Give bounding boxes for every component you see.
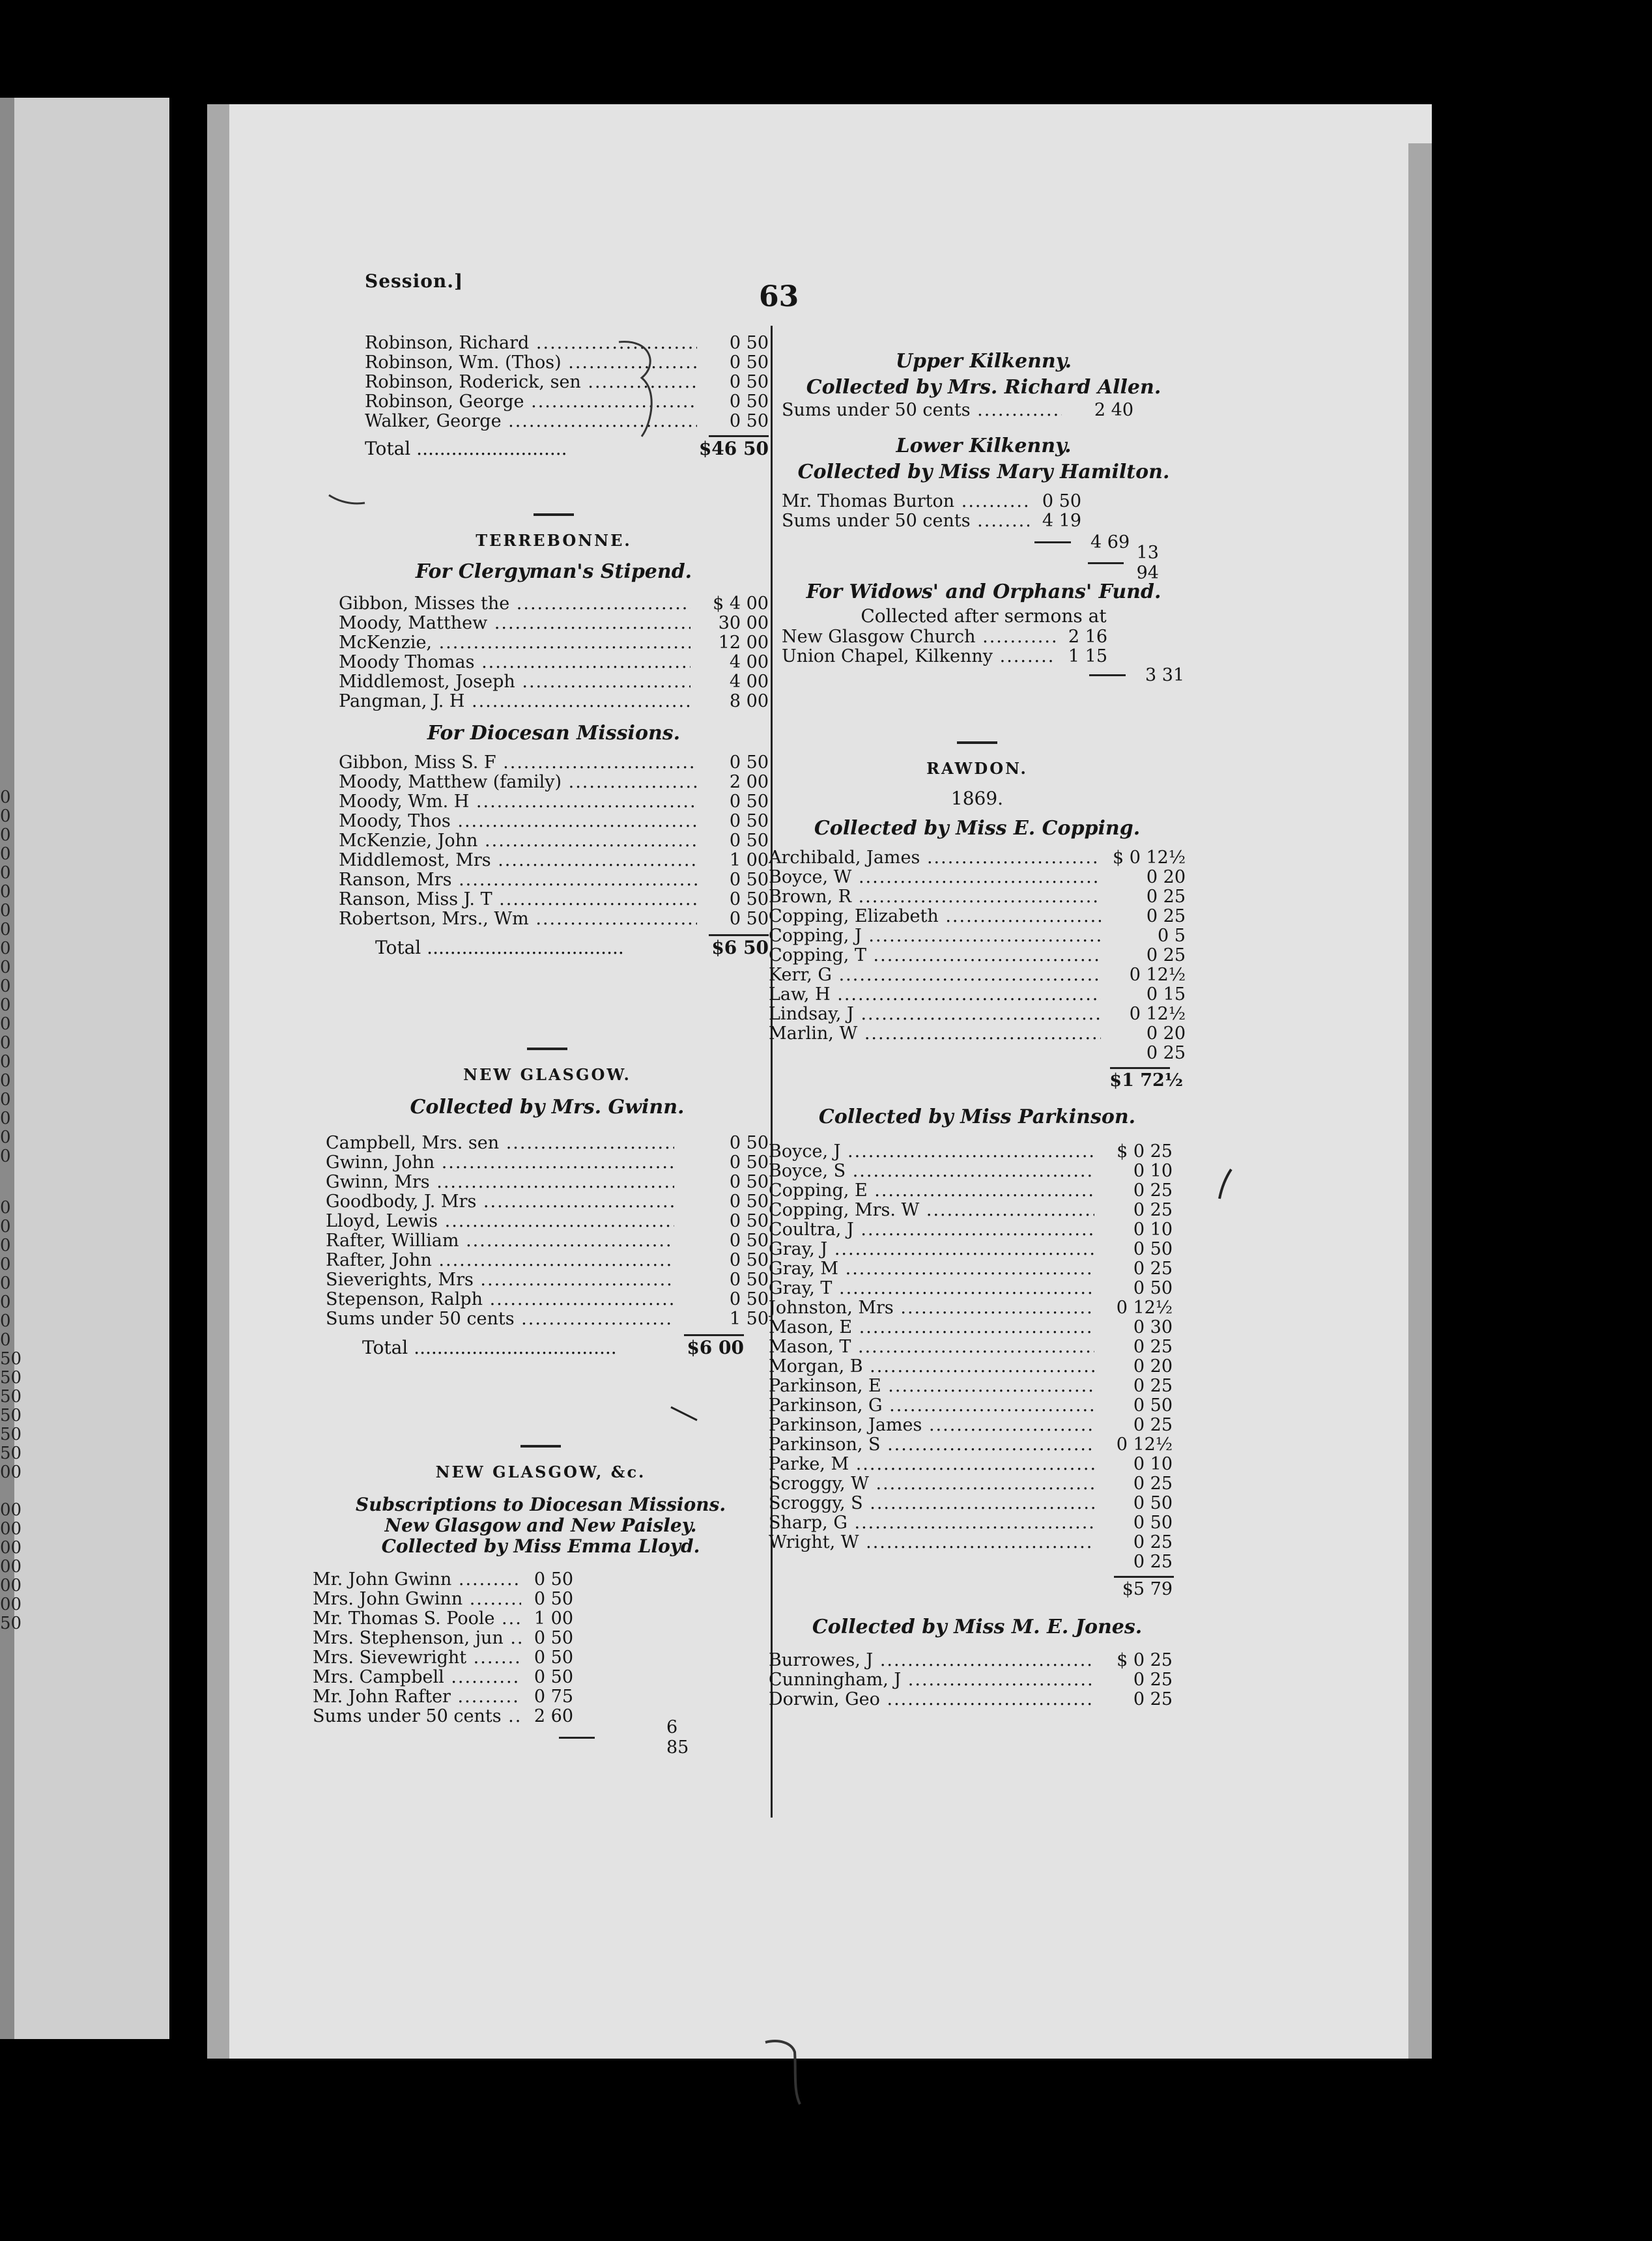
total-amount: 3 31 <box>1145 664 1185 685</box>
entry-amount: 0 12½ <box>1116 1298 1173 1318</box>
margin-figure: 50 <box>0 1425 22 1444</box>
margin-figure: 50 <box>0 1444 22 1463</box>
entry-amount: 1 00 <box>534 1608 573 1629</box>
entry-amount: 2 60 <box>534 1706 573 1726</box>
margin-figure: 00 <box>0 1463 22 1482</box>
margin-figure: 0 <box>0 1071 11 1091</box>
entry-amount: 0 50 <box>534 1667 573 1687</box>
subtotal-amount: 4 69 <box>1090 532 1130 552</box>
entry-amount: $ 0 25 <box>1117 1650 1173 1670</box>
total-label: Total ................................... <box>362 1337 617 1358</box>
entry-name: Lloyd, Lewis ..... <box>326 1212 674 1231</box>
margin-figure: 0 <box>0 844 11 864</box>
entry-name: Middlemost, Mrs ..... <box>339 851 697 870</box>
total-amount: 6 85 <box>666 1717 689 1758</box>
entry-amount: 0 50 <box>729 1152 769 1173</box>
entry-name: Mr. Thomas S. Poole ..... <box>313 1609 521 1629</box>
entry-name: Union Chapel, Kilkenny ..... <box>782 647 1055 666</box>
section-title: Lower Kilkenny. <box>896 435 1072 457</box>
entry-name: Sieverights, Mrs ..... <box>326 1270 674 1290</box>
entry-name: Coultra, J ..... <box>769 1220 1094 1240</box>
section-title: NEW GLASGOW, &c. <box>435 1463 646 1481</box>
entry-name: Gray, T ..... <box>769 1279 1094 1298</box>
entry-name: Sharp, G ..... <box>769 1513 1094 1533</box>
entry-amount: $ 4 00 <box>713 593 769 614</box>
entry-amount: 0 50 <box>729 1172 769 1192</box>
entry-amount: 1 50 <box>729 1309 769 1329</box>
entry-amount: 0 50 <box>534 1648 573 1668</box>
entry-amount: 0 50 <box>1133 1513 1173 1533</box>
margin-figure: 00 <box>0 1538 22 1558</box>
entry-name: Rafter, John ..... <box>326 1251 674 1270</box>
margin-figure: 00 <box>0 1519 22 1539</box>
entry-name: Sums under 50 cents ..... <box>782 511 1029 531</box>
entry-amount: 0 50 <box>729 411 769 431</box>
entry-name: Mr. John Gwinn ..... <box>313 1570 521 1590</box>
page-number: 63 <box>759 280 799 313</box>
entry-name: Sums under 50 cents ..... <box>313 1707 521 1726</box>
entry-name: Walker, George ..... <box>365 412 697 431</box>
margin-figure: 00 <box>0 1500 22 1520</box>
entry-amount: 0 50 <box>729 811 769 831</box>
margin-figure: 0 <box>0 1033 11 1053</box>
entry-name: Morgan, B ..... <box>769 1357 1094 1377</box>
total-amount: $46 50 <box>698 438 769 459</box>
entry-name: Moody, Matthew (family) ..... <box>339 773 697 792</box>
entry-name: Moody, Matthew ..... <box>339 614 691 633</box>
entry-amount: 0 50 <box>729 1192 769 1212</box>
section-title: For Widows' and Orphans' Fund. <box>806 580 1161 603</box>
entry-amount: 30 00 <box>718 613 769 633</box>
pencil-mark <box>765 2041 800 2104</box>
entry-name: McKenzie, John ..... <box>339 831 697 851</box>
entry-name: Pangman, J. H ..... <box>339 692 691 711</box>
entry-name: Robinson, Wm. (Thos) ..... <box>365 353 697 373</box>
entry-amount: 0 50 <box>1133 1395 1173 1416</box>
entry-amount: 0 50 <box>729 831 769 851</box>
entry-name: Moody Thomas ..... <box>339 653 691 672</box>
entry-amount: 0 25 <box>1133 1200 1173 1220</box>
entry-amount: 0 50 <box>729 1289 769 1309</box>
collector-heading: Collected by Miss Mary Hamilton. <box>797 461 1170 483</box>
entry-amount: 0 25 <box>1133 1415 1173 1435</box>
entry-amount: 0 20 <box>1146 867 1186 887</box>
margin-figure: 0 <box>0 1198 11 1218</box>
year-heading: 1869. <box>950 788 1004 809</box>
margin-figure: 50 <box>0 1614 22 1633</box>
margin-figure: 0 <box>0 825 11 845</box>
margin-figure: 0 <box>0 1236 11 1255</box>
total-amount: $6 00 <box>687 1337 744 1358</box>
margin-figure: 0 <box>0 788 11 807</box>
entry-name: Mrs. Campbell ..... <box>313 1668 521 1687</box>
entry-name: Moody, Thos ..... <box>339 812 697 831</box>
margin-figure: 0 <box>0 1128 11 1147</box>
entry-amount: 0 25 <box>1133 1337 1173 1357</box>
entry-name: McKenzie, ..... <box>339 633 691 653</box>
collector-heading: Collected by Miss E. Copping. <box>814 817 1141 840</box>
entry-name: Scroggy, W ..... <box>769 1474 1094 1494</box>
entry-name: Scroggy, S ..... <box>769 1494 1094 1513</box>
entry-name: Mason, E ..... <box>769 1318 1094 1337</box>
entry-name: Mrs. John Gwinn ..... <box>313 1590 521 1609</box>
margin-figure: 50 <box>0 1387 22 1406</box>
entry-amount: 0 25 <box>1146 887 1186 907</box>
total-amount: 13 94 <box>1136 543 1159 583</box>
stipend-heading: For Clergyman's Stipend. <box>415 560 692 583</box>
section-title: Upper Kilkenny. <box>895 350 1072 373</box>
entry-amount: 8 00 <box>729 691 769 711</box>
entry-name: Copping, T ..... <box>769 946 1101 965</box>
entry-amount: 0 50 <box>1133 1493 1173 1513</box>
entry-amount: 0 25 <box>1133 1474 1173 1494</box>
total-amount: $1 72½ <box>1109 1070 1183 1091</box>
entry-amount: 0 12½ <box>1116 1435 1173 1455</box>
entry-name: Copping, Mrs. W ..... <box>769 1201 1094 1220</box>
entry-amount: 0 20 <box>1146 1023 1186 1044</box>
running-head: Session.] <box>365 270 464 292</box>
subtitle-line: New Glasgow and New Paisley. <box>384 1515 697 1536</box>
missions-heading: For Diocesan Missions. <box>427 722 681 745</box>
margin-figure: 00 <box>0 1595 22 1614</box>
entry-name: Boyce, W ..... <box>769 868 1101 887</box>
margin-figure: 0 <box>0 939 11 958</box>
entry-amount: 0 25 <box>1133 1376 1173 1396</box>
entry-name: Gray, J ..... <box>769 1240 1094 1259</box>
entry-name: Archibald, James ..... <box>769 848 1101 868</box>
margin-figure: 0 <box>0 977 11 996</box>
pencil-mark <box>671 1407 697 1420</box>
entry-name: Copping, J ..... <box>769 926 1101 946</box>
entry-amount: 0 50 <box>729 1250 769 1270</box>
entry-name: Brown, R ..... <box>769 887 1101 907</box>
entry-amount: 0 50 <box>729 1231 769 1251</box>
entry-amount: 2 40 <box>1094 400 1133 420</box>
entry-name: Parkinson, S ..... <box>769 1435 1094 1455</box>
entry-name: Mr. Thomas Burton ..... <box>782 492 1029 511</box>
entry-amount: 0 50 <box>729 752 769 773</box>
entry-name: Marlin, W ..... <box>769 1024 1101 1044</box>
entry-name: Copping, E ..... <box>769 1181 1094 1201</box>
margin-figure: 0 <box>0 1330 11 1350</box>
entry-amount: 0 25 <box>1133 1180 1173 1201</box>
entry-amount: 0 25 <box>1133 1532 1173 1552</box>
margin-figure: 0 <box>0 995 11 1015</box>
entry-amount: 0 50 <box>729 889 769 909</box>
margin-figure: 0 <box>0 1274 11 1293</box>
entry-amount: $ 0 25 <box>1117 1141 1173 1162</box>
margin-figure: 0 <box>0 1217 11 1236</box>
margin-figure: 0 <box>0 863 11 883</box>
margin-figure: 00 <box>0 1576 22 1595</box>
entry-name: Lindsay, J ..... <box>769 1005 1101 1024</box>
entry-name: Boyce, S ..... <box>769 1162 1094 1181</box>
entry-amount: 0 20 <box>1133 1356 1173 1377</box>
entry-name: Mr. John Rafter ..... <box>313 1687 521 1707</box>
entry-name: Rafter, William ..... <box>326 1231 674 1251</box>
entry-amount: 0 25 <box>1133 1670 1173 1690</box>
entry-amount: 4 19 <box>1042 511 1081 531</box>
entry-amount: 0 50 <box>729 333 769 353</box>
entry-amount: 0 50 <box>534 1628 573 1648</box>
entry-name: Mrs. Sievewright ..... <box>313 1648 521 1668</box>
margin-figure: 0 <box>0 920 11 939</box>
entry-name: Gray, M ..... <box>769 1259 1094 1279</box>
entry-name: Goodbody, J. Mrs ..... <box>326 1192 674 1212</box>
entry-name: Sums under 50 cents ..... <box>326 1309 674 1329</box>
entry-name: Ranson, Miss J. T ..... <box>339 890 697 909</box>
entry-amount: 0 50 <box>729 909 769 929</box>
entry-amount: 0 5 <box>1158 926 1186 946</box>
entry-amount: 4 00 <box>729 672 769 692</box>
margin-figure: 00 <box>0 1557 22 1577</box>
entry-name: Mrs. Stephenson, jun ..... <box>313 1629 521 1648</box>
entry-name: Ranson, Mrs ..... <box>339 870 697 890</box>
entry-amount: 0 25 <box>1146 945 1186 965</box>
entry-name: Gibbon, Misses the ..... <box>339 594 691 614</box>
entry-name: Copping, Elizabeth ..... <box>769 907 1101 926</box>
total-amount: $6 50 <box>711 937 769 958</box>
entry-amount: 0 25 <box>1133 1259 1173 1279</box>
margin-figure: 0 <box>0 1014 11 1034</box>
entry-name: Robertson, Mrs., Wm ..... <box>339 909 697 929</box>
entry-amount: 0 50 <box>534 1589 573 1609</box>
margin-figure: 50 <box>0 1349 22 1369</box>
entry-amount: 0 50 <box>729 1133 769 1153</box>
entry-amount: 0 25 <box>1146 1043 1186 1063</box>
entry-amount: 0 10 <box>1133 1220 1173 1240</box>
collector-heading: Collected by Miss M. E. Jones. <box>812 1616 1143 1638</box>
entry-amount: 0 12½ <box>1129 1004 1186 1024</box>
entry-name: Parkinson, James ..... <box>769 1416 1094 1435</box>
margin-figure: 0 <box>0 882 11 902</box>
entry-amount: 0 50 <box>729 1270 769 1290</box>
entry-amount: 1 00 <box>729 850 769 870</box>
total-label: Total .......................... <box>365 438 567 459</box>
margin-figure: 0 <box>0 806 11 826</box>
entry-amount: 0 50 <box>1133 1239 1173 1259</box>
margin-figure: 0 <box>0 901 11 921</box>
entry-name: Middlemost, Joseph ..... <box>339 672 691 692</box>
entry-amount: 2 16 <box>1068 627 1107 647</box>
pencil-mark <box>1219 1169 1231 1199</box>
entry-name: Kerr, G ..... <box>769 965 1101 985</box>
pencil-mark <box>619 342 651 436</box>
section-title: RAWDON. <box>926 759 1028 778</box>
entry-amount: 0 50 <box>729 372 769 392</box>
entry-name: Robinson, Roderick, sen ..... <box>365 373 697 392</box>
entry-name: Wright, W ..... <box>769 1533 1094 1552</box>
entry-name: New Glasgow Church ..... <box>782 627 1055 647</box>
collector-heading: Collected by Mrs. Gwinn. <box>410 1096 685 1119</box>
collector-heading: Collected by Mrs. Richard Allen. <box>806 376 1161 399</box>
entry-amount: 0 10 <box>1133 1161 1173 1181</box>
entry-name: Robinson, George ..... <box>365 392 697 412</box>
entry-name: Moody, Wm. H ..... <box>339 792 697 812</box>
margin-figure: 0 <box>0 1311 11 1331</box>
entry-name: Cunningham, J ..... <box>769 1670 1094 1690</box>
entry-name: Dorwin, Geo ..... <box>769 1690 1094 1709</box>
pencil-mark <box>329 495 365 504</box>
entry-name: Boyce, J ..... <box>769 1142 1094 1162</box>
entry-name: Law, H ..... <box>769 985 1101 1005</box>
total-amount: $5 79 <box>1122 1579 1173 1599</box>
entry-name: Gwinn, Mrs ..... <box>326 1173 674 1192</box>
entry-amount: 12 00 <box>718 633 769 653</box>
entry-amount: $ 0 12½ <box>1112 848 1186 868</box>
entry-amount: 2 00 <box>729 772 769 792</box>
entry-amount: 0 25 <box>1146 906 1186 926</box>
entry-name: Mason, T ..... <box>769 1337 1094 1357</box>
margin-figure: 0 <box>0 1090 11 1109</box>
section-title: TERREBONNE. <box>476 531 632 550</box>
margin-figure: 0 <box>0 1292 11 1312</box>
entry-amount: 0 15 <box>1146 984 1186 1005</box>
entry-amount: 0 50 <box>729 870 769 890</box>
entry-name: Robinson, Richard ..... <box>365 334 697 353</box>
entry-amount: 0 50 <box>1133 1278 1173 1298</box>
entry-amount: 0 30 <box>1133 1317 1173 1337</box>
entry-name: Campbell, Mrs. sen ..... <box>326 1134 674 1153</box>
entry-amount: 0 50 <box>729 352 769 373</box>
entry-amount: 0 25 <box>1133 1689 1173 1709</box>
total-label: Total .................................. <box>375 937 624 958</box>
entry-name: Gwinn, John ..... <box>326 1153 674 1173</box>
entry-name: Johnston, Mrs ..... <box>769 1298 1094 1318</box>
entry-amount: 0 50 <box>729 792 769 812</box>
margin-figure: 50 <box>0 1368 22 1388</box>
entry-amount: 0 50 <box>729 1211 769 1231</box>
entry-name: Parke, M ..... <box>769 1455 1094 1474</box>
subtitle-line: Collected by Miss Emma Lloyd. <box>381 1535 700 1557</box>
entry-name: Parkinson, E ..... <box>769 1377 1094 1396</box>
entry-name: Parkinson, G ..... <box>769 1396 1094 1416</box>
intro-line: Collected after sermons at <box>861 605 1107 627</box>
margin-figure: 0 <box>0 1052 11 1072</box>
entry-name: Burrowes, J ..... <box>769 1651 1094 1670</box>
subtitle-line: Subscriptions to Diocesan Missions. <box>355 1494 726 1515</box>
margin-figure: 0 <box>0 1255 11 1274</box>
entry-name: Gibbon, Miss S. F ..... <box>339 753 697 773</box>
margin-figure: 0 <box>0 1147 11 1166</box>
entry-amount: 0 75 <box>534 1687 573 1707</box>
entry-amount: 0 12½ <box>1129 965 1186 985</box>
entry-amount: 0 50 <box>1042 491 1081 511</box>
collector-heading: Collected by Miss Parkinson. <box>818 1106 1136 1128</box>
entry-amount: 4 00 <box>729 652 769 672</box>
entry-amount: 0 50 <box>729 392 769 412</box>
entry-amount: 0 50 <box>534 1569 573 1590</box>
entry-amount: 0 25 <box>1133 1552 1173 1572</box>
entry-amount: 0 10 <box>1133 1454 1173 1474</box>
entry-amount: 1 15 <box>1068 646 1107 666</box>
margin-figure: 0 <box>0 958 11 977</box>
entry-name: Sums under 50 cents ..... <box>782 401 1062 420</box>
margin-figure: 0 <box>0 1109 11 1128</box>
margin-figure: 50 <box>0 1406 22 1425</box>
section-title: NEW GLASGOW. <box>463 1065 631 1084</box>
entry-name: Stepenson, Ralph ..... <box>326 1290 674 1309</box>
